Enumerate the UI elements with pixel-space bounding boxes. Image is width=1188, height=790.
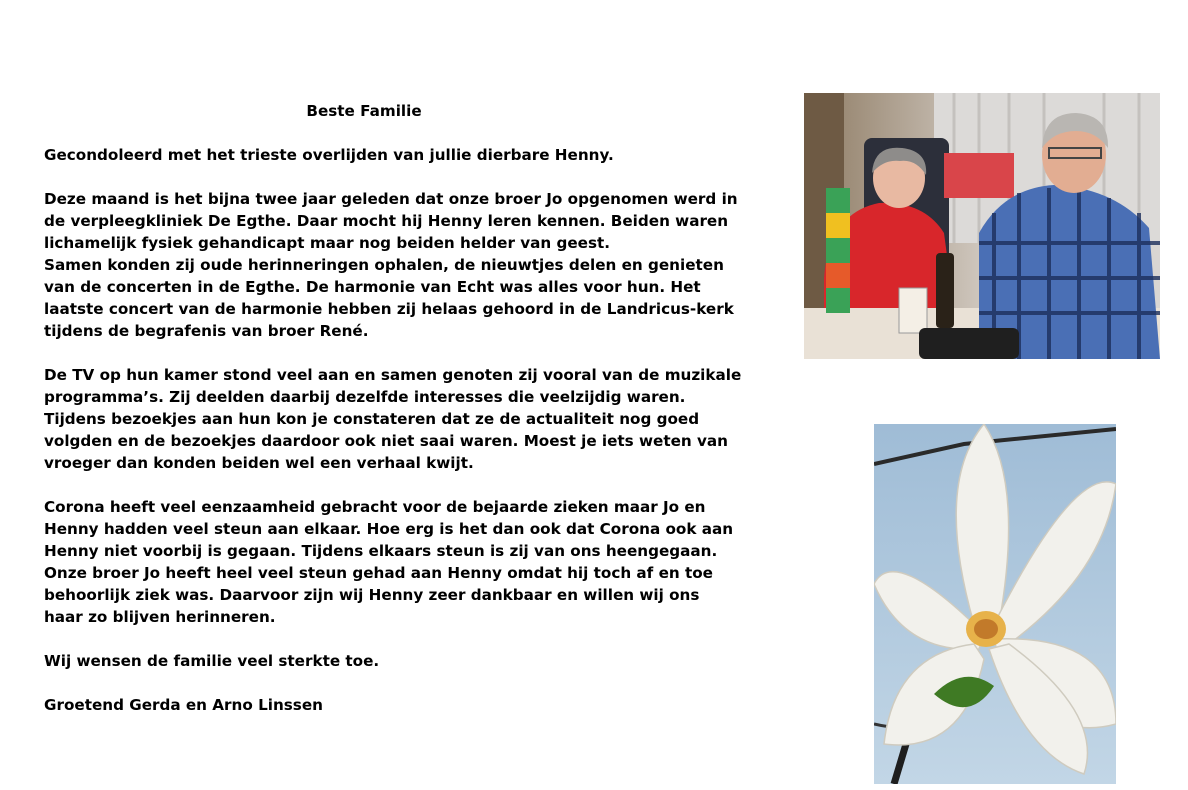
letter bbox=[44, 100, 774, 738]
paragraph-line: de verpleegkliniek De Egthe. Daar mocht hij Henny leren kennen. Beiden waren bbox=[44, 212, 729, 230]
paragraph-line: Henny niet voorbij is gegaan. Tijdens elkaars steun is zij van ons heengegaan. bbox=[44, 542, 718, 560]
letter-title: Beste Familie bbox=[306, 102, 422, 120]
paragraph-line: van de concerten in de Egthe. De harmonie van Echt was alles voor hun. Het bbox=[44, 278, 701, 296]
letter-paragraph bbox=[44, 144, 774, 166]
paragraph-line: Onze broer Jo heeft heel veel steun gehad aan Henny omdat hij toch af en toe bbox=[44, 564, 713, 582]
paragraph-line: behoorlijk ziek was. Daarvoor zijn wij Henny zeer dankbaar en willen wij ons bbox=[44, 586, 700, 604]
paragraph-line: haar zo blijven herinneren. bbox=[44, 608, 276, 626]
paragraph-line: lichamelijk fysiek gehandicapt maar nog beiden helder van geest. bbox=[44, 234, 611, 252]
magnolia-flower-photo bbox=[874, 424, 1116, 784]
paragraph-line: Samen konden zij oude herinneringen ophalen, de nieuwtjes delen en genieten bbox=[44, 256, 724, 274]
paragraph-line: programma’s. Zij deelden daarbij dezelfde interesses die veelzijdig waren. bbox=[44, 388, 686, 406]
letter-paragraph bbox=[44, 694, 774, 716]
paragraph-line: Groetend Gerda en Arno Linssen bbox=[44, 696, 323, 714]
letter-paragraph bbox=[44, 364, 774, 474]
paragraph-line: Corona heeft veel eenzaamheid gebracht voor de bejaarde zieken maar Jo en bbox=[44, 498, 706, 516]
paragraph-line: De TV op hun kamer stond veel aan en samen genoten zij vooral van de muzikale bbox=[44, 366, 742, 384]
paragraph-line: tijdens de begrafenis van broer René. bbox=[44, 322, 369, 340]
paragraph-line: Wij wensen de familie veel sterkte toe. bbox=[44, 652, 380, 670]
paragraph-line: Tijdens bezoekjes aan hun kon je constateren dat ze de actualiteit nog goed bbox=[44, 410, 700, 428]
paragraph-line: volgden en de bezoekjes daardoor ook niet saai waren. Moest je iets weten van bbox=[44, 432, 728, 450]
paragraph-line: Deze maand is het bijna twee jaar geleden dat onze broer Jo opgenomen werd in bbox=[44, 190, 738, 208]
letter-paragraph bbox=[44, 650, 774, 672]
letter-paragraph bbox=[44, 496, 774, 628]
paragraph-line: Henny hadden veel steun aan elkaar. Hoe erg is het dan ook dat Corona ook aan bbox=[44, 520, 734, 538]
paragraph-line: laatste concert van de harmonie hebben zij helaas gehoord in de Landricus-kerk bbox=[44, 300, 734, 318]
paragraph-line: Gecondoleerd met het trieste overlijden van jullie dierbare Henny. bbox=[44, 146, 614, 164]
paragraph-line: vroeger dan konden beiden wel een verhaal kwijt. bbox=[44, 454, 474, 472]
letter-body bbox=[44, 144, 774, 716]
letter-paragraph bbox=[44, 188, 774, 342]
couple-photo bbox=[804, 93, 1160, 359]
